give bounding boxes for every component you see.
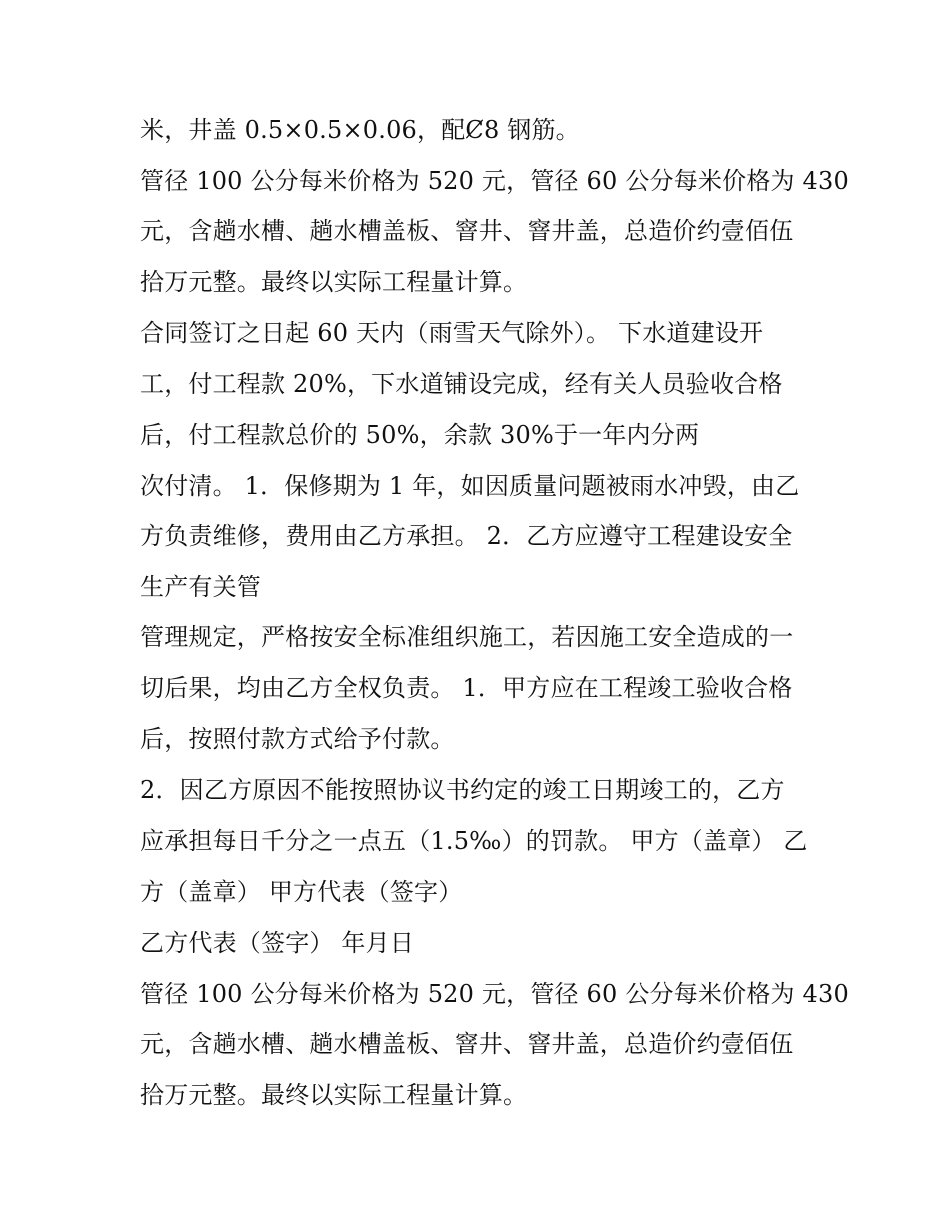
text-line: 切后果，均由乙方全权负责。 1．甲方应在工程竣工验收合格 bbox=[140, 674, 793, 702]
text-line: 后，付工程款总价的 50%，余款 30%于一年内分两 bbox=[140, 421, 700, 449]
text-line: 次付清。 1．保修期为 1 年，如因质量问题被雨水冲毁，由乙 bbox=[140, 472, 800, 500]
text-line: 2．因乙方原因不能按照协议书约定的竣工日期竣工的，乙方 bbox=[140, 776, 785, 804]
text-line: 乙方代表（签字） 年月日 bbox=[140, 929, 415, 957]
text-line: 合同签订之日起 60 天内（雨雪天气除外）。 下水道建设开 bbox=[140, 319, 764, 347]
text-line: 管径 100 公分每米价格为 520 元，管径 60 公分每米价格为 430 bbox=[140, 167, 849, 195]
text-line: 管径 100 公分每米价格为 520 元，管径 60 公分每米价格为 430 bbox=[140, 980, 849, 1008]
text-line: 拾万元整。最终以实际工程量计算。 bbox=[140, 268, 528, 296]
text-line: 生产有关管 bbox=[140, 573, 261, 601]
text-line: 元，含趟水槽、趟水槽盖板、窨井、窨井盖，总造价约壹佰伍 bbox=[140, 217, 794, 245]
text-line: 管理规定，严格按安全标准组织施工，若因施工安全造成的一 bbox=[140, 623, 794, 651]
text-line: 方（盖章） 甲方代表（签字） bbox=[140, 878, 463, 906]
text-line: 拾万元整。最终以实际工程量计算。 bbox=[140, 1081, 528, 1109]
text-line: 应承担每日千分之一点五（1.5‰）的罚款。 甲方（盖章） 乙 bbox=[140, 827, 808, 855]
text-line: 米，井盖 0.5×0.5×0.06，配Ȼ8 钢筋。 bbox=[140, 116, 580, 144]
text-line: 后，按照付款方式给予付款。 bbox=[140, 725, 455, 753]
text-line: 元，含趟水槽、趟水槽盖板、窨井、窨井盖，总造价约壹佰伍 bbox=[140, 1030, 794, 1058]
text-line: 方负责维修，费用由乙方承担。 2．乙方应遵守工程建设安全 bbox=[140, 522, 793, 550]
text-line: 工，付工程款 20%，下水道铺设完成，经有关人员验收合格 bbox=[140, 370, 783, 398]
